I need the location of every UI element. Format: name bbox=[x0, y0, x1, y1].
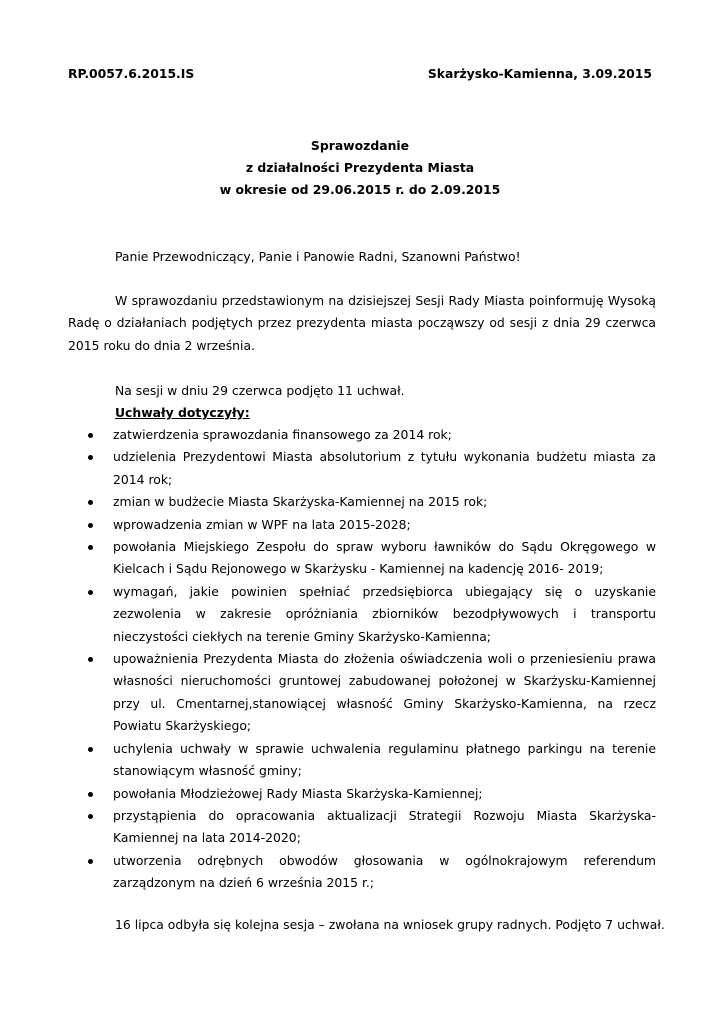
session-summary: Na sesji w dniu 29 czerwca podjęto 11 uchwał. bbox=[115, 383, 405, 398]
intro-paragraph: W sprawozdaniu przedstawionym na dzisiejszej Sesji Rady Miasta poinformuję Wysoką Radę o działaniach podjętych przez prezydenta miasta począwszy od sesji z dnia 29 czerwca 2015 roku do dnia 2 września. bbox=[68, 293, 656, 353]
list-item bbox=[68, 514, 656, 536]
bullet-icon bbox=[88, 814, 93, 819]
bullet-icon bbox=[88, 859, 93, 864]
list-item-text: powołania Młodzieżowej Rady Miasta Skarżyska-Kamiennej; bbox=[113, 785, 483, 801]
list-item bbox=[68, 850, 656, 895]
list-item bbox=[68, 446, 656, 491]
list-item bbox=[68, 424, 656, 446]
greeting-paragraph: Panie Przewodniczący, Panie i Panowie Radni, Szanowni Państwo! bbox=[115, 249, 521, 264]
document-title bbox=[68, 135, 652, 201]
bullet-icon bbox=[88, 433, 93, 438]
list-item bbox=[68, 738, 656, 783]
list-item bbox=[68, 805, 656, 850]
list-item bbox=[68, 491, 656, 513]
title-line-1: Sprawozdanie bbox=[310, 138, 410, 153]
bullet-icon bbox=[88, 590, 93, 595]
list-item-text: utworzenia odrębnych obwodów głosowania w ogólnokrajowym referendum zarządzonym na dzień 6 września 2015 r.; bbox=[113, 852, 656, 891]
resolutions-heading: Uchwały dotyczyły: bbox=[115, 405, 250, 420]
list-item bbox=[68, 648, 656, 738]
bullet-icon bbox=[88, 792, 93, 797]
bullet-icon bbox=[88, 523, 93, 528]
list-item-text: wprowadzenia zmian w WPF na lata 2015-2028; bbox=[113, 516, 411, 532]
list-item-text: przystąpienia do opracowania aktualizacji Strategii Rozwoju Miasta Skarżyska-Kamiennej na lata 2014-2020; bbox=[113, 807, 656, 846]
list-item-text: udzielenia Prezydentowi Miasta absolutorium z tytułu wykonania budżetu miasta za 2014 rok; bbox=[113, 449, 656, 487]
bullet-icon bbox=[88, 657, 93, 662]
bullet-icon bbox=[88, 455, 93, 460]
list-item-text: wymagań, jakie powinien spełniać przedsiębiorca ubiegający się o uzyskanie zezwolenia w zakresie opróżniania zbiorników bezodpływowych i transportu nieczystości ciekłych na terenie Gminy Skarżysko-Kamienna; bbox=[113, 583, 656, 644]
title-line-3: w okresie od 29.06.2015 r. do 2.09.2015 bbox=[219, 182, 501, 197]
list-item-text: upoważnienia Prezydenta Miasta do złożenia oświadczenia woli o przeniesieniu prawa własności nieruchomości gruntowej zabudowanej położonej w Skarżysku-Kamiennej przy ul. Cmentarnej,stanowiącej własność Gminy Skarżysko-Kamienna, na rzecz Powiatu Skarżyskiego; bbox=[113, 651, 656, 734]
list-item bbox=[68, 783, 656, 805]
reference-number: RP.0057.6.2015.IS bbox=[68, 66, 195, 81]
bullet-icon bbox=[88, 747, 93, 752]
bullet-icon bbox=[88, 545, 93, 550]
title-line-2: z działalności Prezydenta Miasta bbox=[245, 160, 475, 175]
place-and-date: Skarżysko-Kamienna, 3.09.2015 bbox=[427, 66, 652, 81]
bullet-icon bbox=[88, 500, 93, 505]
list-item bbox=[68, 536, 656, 581]
list-item-text: zatwierdzenia sprawozdania finansowego za 2014 rok; bbox=[113, 427, 452, 442]
document-header bbox=[68, 66, 652, 86]
list-item-text: powołania Miejskiego Zespołu do spraw wyboru ławników do Sądu Okręgowego w Kielcach i Sądu Rejonowego w Skarżysku - Kamiennej na kadencję 2016- 2019; bbox=[113, 539, 656, 577]
list-item bbox=[68, 581, 656, 648]
closing-paragraph: 16 lipca odbyła się kolejna sesja – zwołana na wniosek grupy radnych. Podjęto 7 uchwał. bbox=[115, 917, 665, 932]
resolutions-list bbox=[68, 424, 656, 895]
list-item-text: zmian w budżecie Miasta Skarżyska-Kamiennej na 2015 rok; bbox=[113, 494, 488, 510]
list-item-text: uchylenia uchwały w sprawie uchwalenia regulaminu płatnego parkingu na terenie stanowiącym własność gminy; bbox=[113, 740, 656, 779]
